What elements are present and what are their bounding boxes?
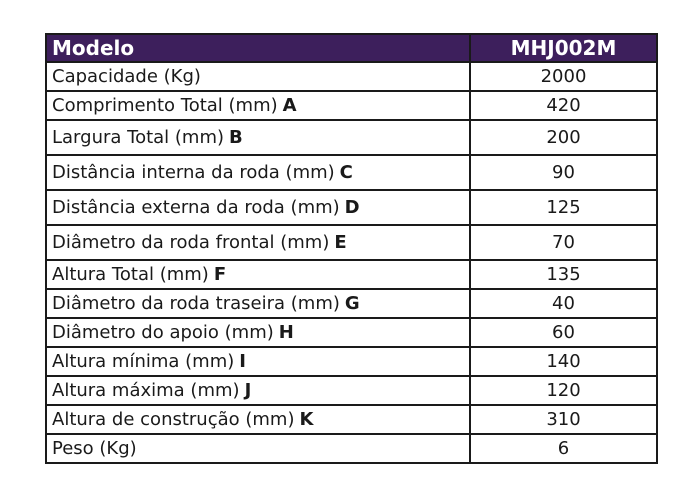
- row-value: 135: [470, 260, 657, 289]
- row-value: 310: [470, 405, 657, 434]
- table-row-altura-maxima: [46, 376, 657, 405]
- spec-table: [45, 33, 658, 464]
- row-value: 420: [470, 91, 657, 120]
- row-value: 200: [470, 120, 657, 155]
- row-label: Capacidade (Kg): [46, 62, 470, 91]
- row-label: Altura Total (mm) F: [46, 260, 470, 289]
- row-value: 60: [470, 318, 657, 347]
- dimension-code: F: [213, 264, 227, 285]
- dimension-code: H: [278, 322, 294, 343]
- row-label: Altura de construção (mm) K: [46, 405, 470, 434]
- dimension-code: E: [334, 232, 347, 253]
- table-header-row: [46, 34, 657, 62]
- table-row-altura-total: [46, 260, 657, 289]
- row-value: 120: [470, 376, 657, 405]
- dimension-code: B: [229, 127, 243, 148]
- row-value: 6: [470, 434, 657, 463]
- row-label: Diâmetro da roda frontal (mm) E: [46, 225, 470, 260]
- dimension-code: J: [244, 380, 252, 401]
- row-value: 2000: [470, 62, 657, 91]
- dimension-code: K: [299, 409, 314, 430]
- dimension-code: A: [282, 95, 297, 116]
- row-value: 40: [470, 289, 657, 318]
- row-label: Peso (Kg): [46, 434, 470, 463]
- table-row-altura-minima: [46, 347, 657, 376]
- row-value: 90: [470, 155, 657, 190]
- header-label: Modelo: [46, 34, 470, 62]
- table-row-distancia-externa: [46, 190, 657, 225]
- table-row-distancia-interna: [46, 155, 657, 190]
- table-row-peso: [46, 434, 657, 463]
- row-label: Largura Total (mm) B: [46, 120, 470, 155]
- row-value: 70: [470, 225, 657, 260]
- header-model: MHJ002M: [470, 34, 657, 62]
- row-label: Altura mínima (mm) I: [46, 347, 470, 376]
- row-value: 140: [470, 347, 657, 376]
- table-row-capacidade: [46, 62, 657, 91]
- row-value: 125: [470, 190, 657, 225]
- dimension-code: C: [339, 162, 353, 183]
- table-row-roda-frontal: [46, 225, 657, 260]
- table-row-roda-traseira: [46, 289, 657, 318]
- dimension-code: I: [239, 351, 246, 372]
- row-label: Diâmetro do apoio (mm) H: [46, 318, 470, 347]
- row-label: Altura máxima (mm) J: [46, 376, 470, 405]
- table-row-apoio: [46, 318, 657, 347]
- row-label: Comprimento Total (mm) A: [46, 91, 470, 120]
- table-row-comprimento: [46, 91, 657, 120]
- row-label: Diâmetro da roda traseira (mm) G: [46, 289, 470, 318]
- row-label: Distância externa da roda (mm) D: [46, 190, 470, 225]
- table-row-largura: [46, 120, 657, 155]
- dimension-code: G: [344, 293, 360, 314]
- table-row-altura-construcao: [46, 405, 657, 434]
- row-label: Distância interna da roda (mm) C: [46, 155, 470, 190]
- dimension-code: D: [344, 197, 360, 218]
